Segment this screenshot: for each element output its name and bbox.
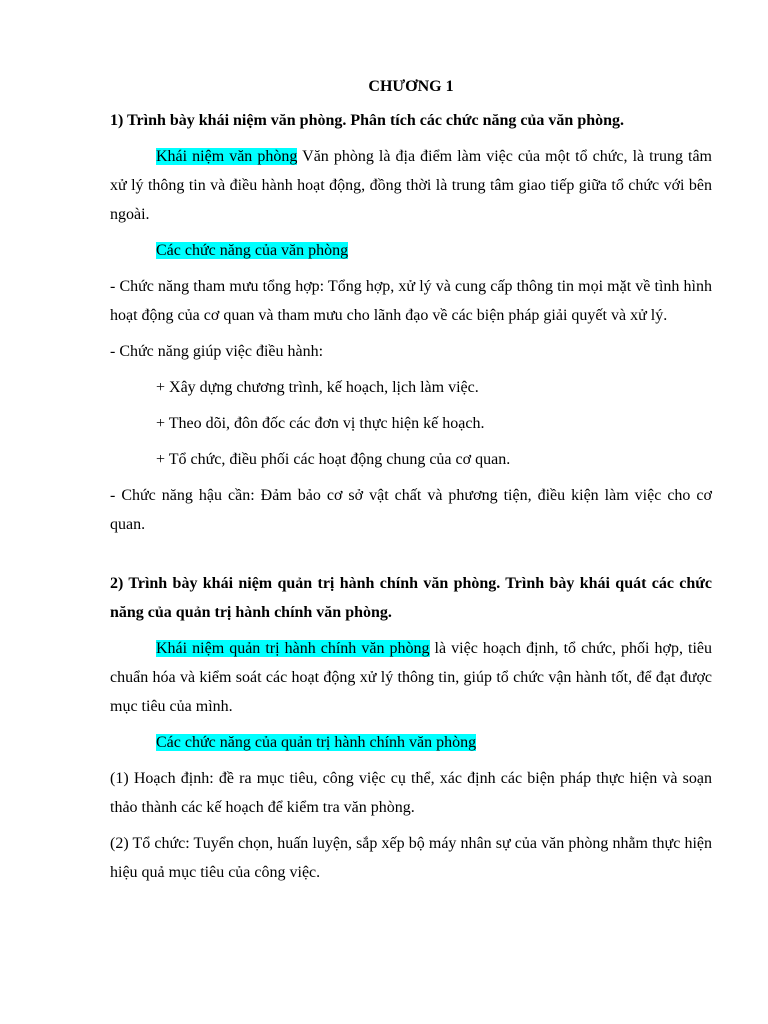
chapter-title: CHƯƠNG 1	[368, 78, 454, 95]
functions-heading-1	[156, 236, 712, 265]
highlighted-heading: Các chức năng của văn phòng	[156, 242, 349, 259]
list-item: + Tổ chức, điều phối các hoạt động chung của cơ quan.	[156, 451, 511, 468]
functions-heading-2	[156, 728, 712, 757]
definition-paragraph-2	[110, 634, 712, 721]
function-logistics: - Chức năng hậu cần: Đảm bảo cơ sở vật chất và phương tiện, điều kiện làm việc cho cơ quan.	[110, 487, 712, 533]
document-page	[110, 72, 712, 894]
function-planning: (1) Hoạch định: đề ra mục tiêu, công việc cụ thể, xác định các biện pháp thực hiện và soạn thảo thành các kế hoạch để kiểm tra văn phòng.	[110, 770, 712, 816]
definition-text: là việc hoạch định, tổ chức, phối hợp, tiêu chuẩn hóa và kiểm soát các hoạt động xử lý thông tin, giúp tổ chức vận hành tốt, để đạt được mục tiêu của mình.	[110, 640, 712, 715]
highlighted-heading: Các chức năng của quản trị hành chính văn phòng	[156, 734, 477, 751]
highlighted-term: Khái niệm văn phòng	[156, 148, 298, 165]
function-organizing: (2) Tổ chức: Tuyển chọn, huấn luyện, sắp xếp bộ máy nhân sự của văn phòng nhằm thực hiện hiệu quả mục tiêu của công việc.	[110, 835, 712, 881]
question-2: 2) Trình bày khái niệm quản trị hành chính văn phòng. Trình bày khái quát các chức năng của quản trị hành chính văn phòng.	[110, 575, 712, 621]
highlighted-term: Khái niệm quản trị hành chính văn phòng	[156, 640, 430, 657]
function-management: - Chức năng giúp việc điều hành:	[110, 343, 324, 360]
list-item: + Xây dựng chương trình, kế hoạch, lịch làm việc.	[156, 379, 479, 396]
definition-text: Văn phòng là địa điểm làm việc của một tổ chức, là trung tâm xử lý thông tin và điều hành hoạt động, đồng thời là trung tâm giao tiếp giữa tổ chức với bên ngoài.	[110, 148, 712, 223]
list-item: + Theo dõi, đôn đốc các đơn vị thực hiện kế hoạch.	[156, 415, 485, 432]
function-advisory: - Chức năng tham mưu tổng hợp: Tổng hợp, xử lý và cung cấp thông tin mọi mặt về tình hình hoạt động của cơ quan và tham mưu cho lãnh đạo về các biện pháp giải quyết và xử lý.	[110, 278, 712, 324]
definition-paragraph-1	[110, 142, 712, 229]
question-1: 1) Trình bày khái niệm văn phòng. Phân tích các chức năng của văn phòng.	[110, 112, 625, 129]
